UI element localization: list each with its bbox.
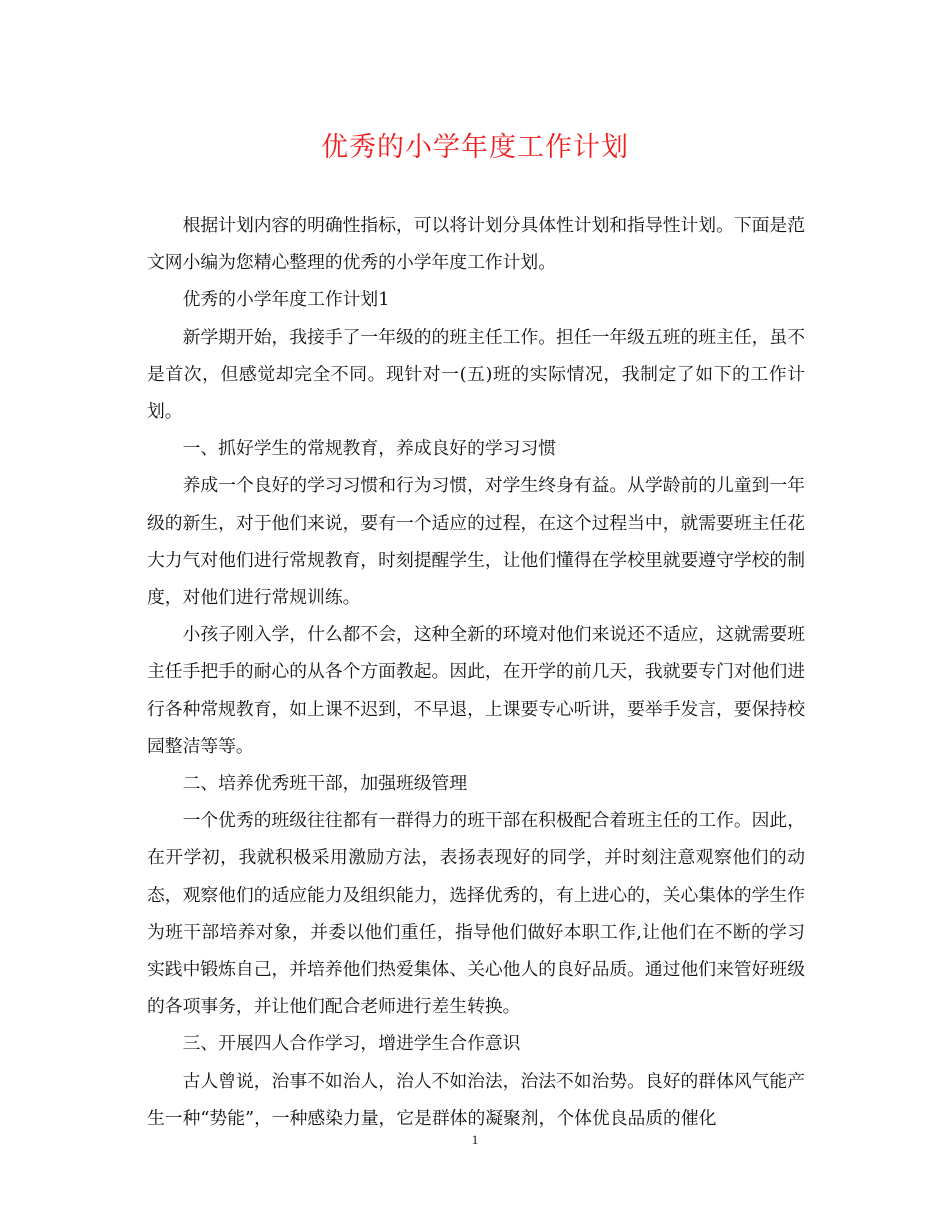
opening-paragraph: 新学期开始，我接手了一年级的的班主任工作。担任一年级五班的班主任，虽不是首次，但感觉却完全不同。现针对一(五)班的实际情况，我制定了如下的工作计划。 — [147, 326, 805, 423]
document-title: 优秀的小学年度工作计划 — [321, 132, 629, 163]
heading-group-learning: 三、开展四人合作学习，增进学生合作意识 — [182, 1033, 521, 1055]
paragraph-habits: 养成一个良好的学习习惯和行为习惯，对学生终身有益。从学龄前的儿童到一年级的新生，对于他们来说，要有一个适应的过程，在这个过程当中，就需要班主任花大力气对他们进行常规教育，时刻提醒学生，让他们懂得在学校里就要遵守学校的制度，对他们进行常规训练。 — [147, 475, 805, 609]
paragraph-class-cadres: 一个优秀的班级往往都有一群得力的班干部在积极配合着班主任的工作。因此，在开学初，我就积极采用激励方法，表扬表现好的同学，并时刻注意观察他们的动态，观察他们的适应能力及组织能力，选择优秀的，有上进心的，关心集体的学生作为班干部培养对象，并委以他们重任，指导他们做好本职工作,让他们在不断的学习实践中锻炼自己，并培养他们热爱集体、关心他人的良好品质。通过他们来管好班级的各项事务，并让他们配合老师进行差生转换。 — [147, 810, 805, 1018]
page-number: 1 — [471, 1132, 479, 1147]
intro-paragraph: 根据计划内容的明确性指标，可以将计划分具体性计划和指导性计划。下面是范文网小编为您精心整理的优秀的小学年度工作计划。 — [147, 215, 805, 274]
paragraph-group-learning: 古人曾说，治事不如治人，治人不如治法，治法不如治势。良好的群体风气能产生一种“势能”，一种感染力量，它是群体的凝聚剂，个体优良品质的催化 — [147, 1070, 805, 1129]
heading-routine-education: 一、抓好学生的常规教育，养成良好的学习习惯 — [182, 438, 557, 460]
section-heading-plan-1: 优秀的小学年度工作计划1 — [182, 289, 390, 311]
paragraph-new-students: 小孩子刚入学，什么都不会，这种全新的环境对他们来说还不适应，这就需要班主任手把手的耐心的从各个方面教起。因此，在开学的前几天，我就要专门对他们进行各种常规教育，如上课不迟到，不早退，上课要专心听讲，要举手发言，要保持校园整洁等等。 — [147, 624, 805, 757]
document-body — [147, 207, 805, 1137]
heading-class-cadres: 二、培养优秀班干部，加强班级管理 — [182, 773, 468, 795]
